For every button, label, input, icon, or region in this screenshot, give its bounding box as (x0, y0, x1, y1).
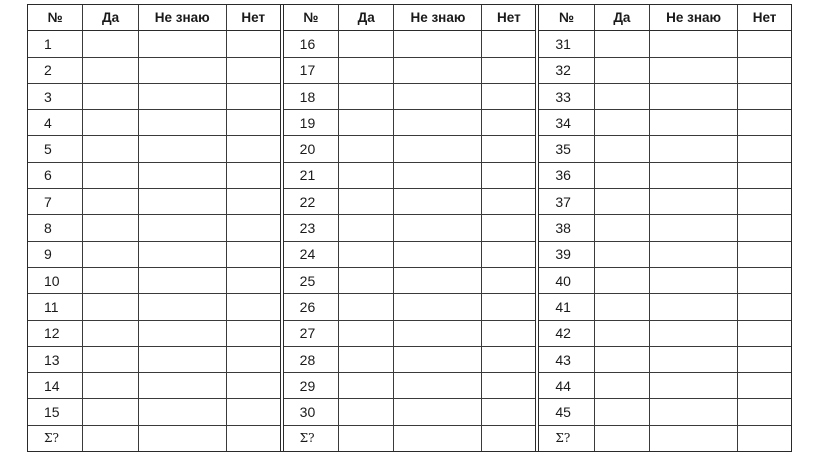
question-row (28, 136, 280, 162)
answer-yes-cell[interactable] (83, 215, 138, 240)
answer-dont-know-cell[interactable] (394, 373, 482, 398)
question-number: 18 (284, 84, 339, 109)
answer-yes-cell[interactable] (83, 163, 138, 188)
question-row (28, 347, 280, 373)
answer-no-cell[interactable] (482, 136, 535, 161)
question-number: 10 (28, 268, 83, 293)
answer-sheet-table (27, 4, 792, 452)
answer-yes-cell[interactable] (339, 31, 394, 56)
answer-no-cell[interactable] (482, 189, 535, 214)
sum-yes-cell[interactable] (339, 426, 394, 451)
answer-yes-cell[interactable] (339, 399, 394, 424)
answer-dont-know-cell[interactable] (139, 399, 227, 424)
answer-yes-cell[interactable] (339, 373, 394, 398)
header-no: Нет (241, 9, 266, 25)
question-number: 38 (539, 215, 594, 240)
answer-no-cell[interactable] (738, 163, 791, 188)
answer-no-cell[interactable] (738, 294, 791, 319)
question-row (28, 215, 280, 241)
question-number: 26 (284, 294, 339, 319)
question-number: 31 (539, 31, 594, 56)
answer-no-cell[interactable] (227, 215, 280, 240)
question-row (28, 242, 280, 268)
question-number: 20 (284, 136, 339, 161)
answer-dont-know-cell[interactable] (650, 58, 738, 83)
answer-dont-know-cell[interactable] (394, 347, 482, 372)
answer-no-cell[interactable] (482, 163, 535, 188)
question-row (539, 399, 791, 425)
question-row (539, 242, 791, 268)
answer-no-cell[interactable] (227, 242, 280, 267)
answer-no-cell[interactable] (482, 268, 535, 293)
answer-yes-cell[interactable] (339, 268, 394, 293)
question-row (284, 58, 536, 84)
question-number: 40 (539, 268, 594, 293)
header-row (28, 5, 280, 31)
answer-no-cell[interactable] (738, 242, 791, 267)
answer-no-cell[interactable] (738, 268, 791, 293)
question-row (284, 136, 536, 162)
answer-yes-cell[interactable] (83, 347, 138, 372)
answer-no-cell[interactable] (482, 373, 535, 398)
question-number: 8 (28, 215, 83, 240)
answer-dont-know-cell[interactable] (650, 163, 738, 188)
question-row (539, 321, 791, 347)
column-block-2 (280, 5, 536, 451)
answer-yes-cell[interactable] (83, 373, 138, 398)
question-number: 3 (28, 84, 83, 109)
question-number: 19 (284, 110, 339, 135)
question-row (28, 321, 280, 347)
answer-no-cell[interactable] (482, 242, 535, 267)
answer-yes-cell[interactable] (83, 136, 138, 161)
answer-dont-know-cell[interactable] (139, 110, 227, 135)
question-row (284, 189, 536, 215)
sum-yes-cell[interactable] (595, 426, 650, 451)
question-number: 13 (28, 347, 83, 372)
answer-dont-know-cell[interactable] (650, 84, 738, 109)
question-number: 5 (28, 136, 83, 161)
question-number: 17 (284, 58, 339, 83)
header-yes: Да (595, 5, 650, 30)
question-row (284, 31, 536, 57)
question-number: 12 (28, 321, 83, 346)
answer-no-cell[interactable] (227, 321, 280, 346)
answer-dont-know-cell[interactable] (650, 268, 738, 293)
question-row (284, 347, 536, 373)
question-row (284, 110, 536, 136)
answer-no-cell[interactable] (482, 347, 535, 372)
answer-no-cell[interactable] (482, 84, 535, 109)
answer-dont-know-cell[interactable] (394, 163, 482, 188)
question-row (28, 110, 280, 136)
answer-yes-cell[interactable] (339, 321, 394, 346)
question-row (284, 84, 536, 110)
question-row (28, 163, 280, 189)
question-row (28, 84, 280, 110)
answer-yes-cell[interactable] (595, 84, 650, 109)
answer-yes-cell[interactable] (595, 242, 650, 267)
answer-no-cell[interactable] (227, 189, 280, 214)
header-num: № (284, 5, 339, 30)
answer-yes-cell[interactable] (83, 399, 138, 424)
question-number: 39 (539, 242, 594, 267)
answer-yes-cell[interactable] (595, 58, 650, 83)
answer-no-cell[interactable] (227, 347, 280, 372)
question-number: 16 (284, 31, 339, 56)
answer-yes-cell[interactable] (83, 242, 138, 267)
answer-yes-cell[interactable] (83, 31, 138, 56)
question-number: 45 (539, 399, 594, 424)
answer-no-cell[interactable] (227, 373, 280, 398)
answer-no-cell[interactable] (227, 294, 280, 319)
question-row (284, 294, 536, 320)
answer-yes-cell[interactable] (595, 373, 650, 398)
sum-no-cell[interactable] (227, 426, 280, 451)
answer-no-cell[interactable] (227, 110, 280, 135)
answer-dont-know-cell[interactable] (650, 373, 738, 398)
question-number: 6 (28, 163, 83, 188)
answer-yes-cell[interactable] (339, 189, 394, 214)
answer-dont-know-cell[interactable] (394, 84, 482, 109)
sum-row (539, 426, 791, 451)
header-dont-know: Не знаю (650, 5, 738, 30)
answer-dont-know-cell[interactable] (650, 294, 738, 319)
answer-dont-know-cell[interactable] (394, 268, 482, 293)
question-row (539, 31, 791, 57)
answer-yes-cell[interactable] (339, 347, 394, 372)
answer-yes-cell[interactable] (339, 215, 394, 240)
header-dont-know: Не знаю (139, 5, 227, 30)
question-number: 2 (28, 58, 83, 83)
question-row (284, 373, 536, 399)
answer-no-cell[interactable] (482, 31, 535, 56)
answer-no-cell[interactable] (738, 373, 791, 398)
answer-yes-cell[interactable] (83, 110, 138, 135)
answer-no-cell[interactable] (227, 399, 280, 424)
answer-yes-cell[interactable] (339, 294, 394, 319)
sum-yes-cell[interactable] (83, 426, 138, 451)
answer-dont-know-cell[interactable] (650, 399, 738, 424)
answer-yes-cell[interactable] (339, 84, 394, 109)
answer-yes-cell[interactable] (83, 84, 138, 109)
question-row (284, 321, 536, 347)
header-row (539, 5, 791, 31)
answer-dont-know-cell[interactable] (139, 163, 227, 188)
answer-dont-know-cell[interactable] (139, 294, 227, 319)
answer-no-cell[interactable] (482, 321, 535, 346)
column-block-1 (28, 5, 280, 451)
question-number: 36 (539, 163, 594, 188)
answer-dont-know-cell[interactable] (394, 215, 482, 240)
question-number: 30 (284, 399, 339, 424)
question-number: 44 (539, 373, 594, 398)
answer-dont-know-cell[interactable] (650, 31, 738, 56)
answer-yes-cell[interactable] (83, 58, 138, 83)
question-row (28, 373, 280, 399)
answer-no-cell[interactable] (738, 31, 791, 56)
question-number: 24 (284, 242, 339, 267)
answer-dont-know-cell[interactable] (394, 110, 482, 135)
question-row (284, 268, 536, 294)
answer-no-cell[interactable] (227, 58, 280, 83)
answer-no-cell[interactable] (482, 110, 535, 135)
question-number: 29 (284, 373, 339, 398)
question-number: 32 (539, 58, 594, 83)
question-number: 27 (284, 321, 339, 346)
answer-dont-know-cell[interactable] (394, 294, 482, 319)
answer-yes-cell[interactable] (595, 268, 650, 293)
answer-yes-cell[interactable] (595, 294, 650, 319)
header-yes: Да (339, 5, 394, 30)
sum-dont-know-cell[interactable] (139, 426, 227, 451)
answer-no-cell[interactable] (227, 268, 280, 293)
answer-dont-know-cell[interactable] (139, 268, 227, 293)
answer-no-cell[interactable] (482, 58, 535, 83)
answer-no-cell[interactable] (482, 215, 535, 240)
header-yes: Да (83, 5, 138, 30)
header-row (284, 5, 536, 31)
question-row (284, 215, 536, 241)
answer-dont-know-cell[interactable] (394, 58, 482, 83)
answer-yes-cell[interactable] (83, 189, 138, 214)
answer-dont-know-cell[interactable] (394, 242, 482, 267)
question-row (284, 242, 536, 268)
answer-dont-know-cell[interactable] (139, 136, 227, 161)
question-row (539, 110, 791, 136)
sum-label: Σ? (28, 426, 83, 451)
answer-yes-cell[interactable] (339, 58, 394, 83)
question-number: 43 (539, 347, 594, 372)
column-block-3 (535, 5, 791, 451)
answer-yes-cell[interactable] (595, 215, 650, 240)
answer-dont-know-cell[interactable] (139, 189, 227, 214)
answer-dont-know-cell[interactable] (139, 373, 227, 398)
question-number: 34 (539, 110, 594, 135)
answer-dont-know-cell[interactable] (650, 215, 738, 240)
answer-yes-cell[interactable] (595, 321, 650, 346)
answer-no-cell[interactable] (738, 189, 791, 214)
question-row (539, 163, 791, 189)
header-no: Нет (752, 9, 777, 25)
answer-dont-know-cell[interactable] (394, 31, 482, 56)
answer-no-cell[interactable] (738, 58, 791, 83)
question-row (539, 215, 791, 241)
answer-dont-know-cell[interactable] (139, 242, 227, 267)
answer-dont-know-cell[interactable] (394, 321, 482, 346)
answer-dont-know-cell[interactable] (394, 189, 482, 214)
answer-dont-know-cell[interactable] (650, 347, 738, 372)
question-number: 4 (28, 110, 83, 135)
question-number: 37 (539, 189, 594, 214)
question-number: 28 (284, 347, 339, 372)
question-row (539, 294, 791, 320)
question-row (28, 31, 280, 57)
answer-no-cell[interactable] (227, 136, 280, 161)
question-row (539, 58, 791, 84)
header-num: № (539, 5, 594, 30)
sum-row (284, 426, 536, 451)
question-number: 22 (284, 189, 339, 214)
answer-dont-know-cell[interactable] (139, 321, 227, 346)
header-no: Нет (497, 9, 521, 25)
question-number: 35 (539, 136, 594, 161)
question-number: 1 (28, 31, 83, 56)
question-row (539, 373, 791, 399)
question-number: 15 (28, 399, 83, 424)
answer-yes-cell[interactable] (83, 321, 138, 346)
sum-no-cell[interactable] (738, 426, 791, 451)
sum-label: Σ? (539, 426, 594, 451)
answer-yes-cell[interactable] (339, 110, 394, 135)
question-row (28, 268, 280, 294)
answer-no-cell[interactable] (738, 84, 791, 109)
question-row (284, 163, 536, 189)
answer-yes-cell[interactable] (595, 347, 650, 372)
answer-dont-know-cell[interactable] (394, 136, 482, 161)
answer-no-cell[interactable] (482, 294, 535, 319)
question-number: 41 (539, 294, 594, 319)
question-row (539, 347, 791, 373)
question-row (539, 84, 791, 110)
answer-no-cell[interactable] (227, 84, 280, 109)
question-row (28, 58, 280, 84)
answer-yes-cell[interactable] (83, 268, 138, 293)
answer-dont-know-cell[interactable] (650, 242, 738, 267)
sum-label: Σ? (284, 426, 339, 451)
answer-no-cell[interactable] (482, 399, 535, 424)
answer-no-cell[interactable] (738, 136, 791, 161)
question-number: 23 (284, 215, 339, 240)
sum-row (28, 426, 280, 451)
answer-yes-cell[interactable] (595, 399, 650, 424)
answer-yes-cell[interactable] (595, 163, 650, 188)
answer-no-cell[interactable] (227, 31, 280, 56)
answer-yes-cell[interactable] (339, 163, 394, 188)
question-row (539, 268, 791, 294)
answer-dont-know-cell[interactable] (650, 110, 738, 135)
answer-no-cell[interactable] (738, 347, 791, 372)
answer-yes-cell[interactable] (595, 110, 650, 135)
header-num: № (28, 5, 83, 30)
answer-no-cell[interactable] (738, 399, 791, 424)
answer-no-cell[interactable] (738, 110, 791, 135)
question-row (284, 399, 536, 425)
question-number: 9 (28, 242, 83, 267)
answer-yes-cell[interactable] (595, 189, 650, 214)
question-number: 21 (284, 163, 339, 188)
header-dont-know: Не знаю (394, 5, 482, 30)
sum-dont-know-cell[interactable] (650, 426, 738, 451)
question-number: 42 (539, 321, 594, 346)
answer-dont-know-cell[interactable] (650, 136, 738, 161)
question-number: 11 (28, 294, 83, 319)
answer-no-cell[interactable] (738, 215, 791, 240)
answer-dont-know-cell[interactable] (139, 347, 227, 372)
question-number: 33 (539, 84, 594, 109)
question-number: 14 (28, 373, 83, 398)
answer-yes-cell[interactable] (83, 294, 138, 319)
answer-dont-know-cell[interactable] (650, 321, 738, 346)
answer-dont-know-cell[interactable] (139, 215, 227, 240)
answer-dont-know-cell[interactable] (139, 58, 227, 83)
answer-dont-know-cell[interactable] (650, 189, 738, 214)
question-row (28, 294, 280, 320)
question-number: 25 (284, 268, 339, 293)
question-row (28, 399, 280, 425)
answer-no-cell[interactable] (738, 321, 791, 346)
answer-dont-know-cell[interactable] (394, 399, 482, 424)
question-row (28, 189, 280, 215)
answer-yes-cell[interactable] (339, 242, 394, 267)
answer-yes-cell[interactable] (595, 31, 650, 56)
answer-dont-know-cell[interactable] (139, 31, 227, 56)
question-row (539, 136, 791, 162)
sum-dont-know-cell[interactable] (394, 426, 482, 451)
answer-dont-know-cell[interactable] (139, 84, 227, 109)
answer-yes-cell[interactable] (595, 136, 650, 161)
question-number: 7 (28, 189, 83, 214)
sum-no-cell[interactable] (482, 426, 535, 451)
answer-yes-cell[interactable] (339, 136, 394, 161)
question-row (539, 189, 791, 215)
answer-no-cell[interactable] (227, 163, 280, 188)
